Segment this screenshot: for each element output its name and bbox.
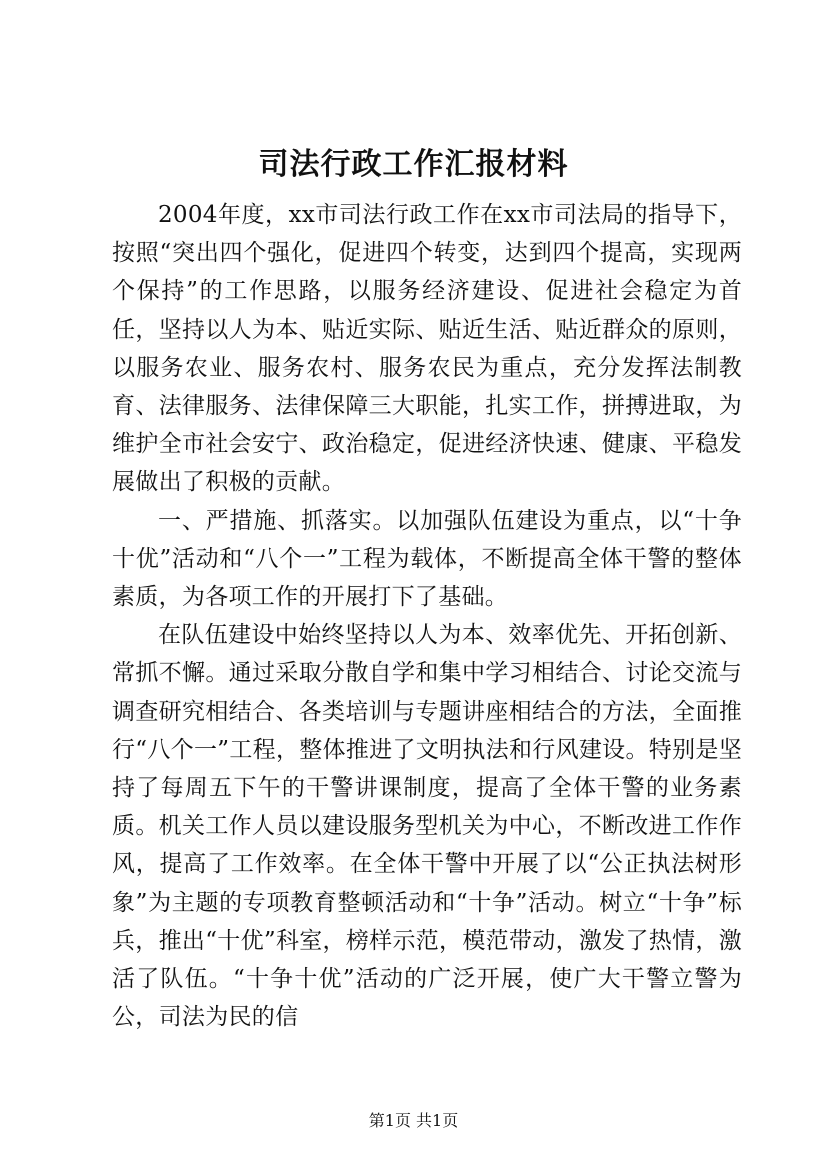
document-body [112, 196, 742, 1036]
paragraph-team-building: 在队伍建设中始终坚持以人为本、效率优先、开拓创新、常抓不懈。通过采取分散自学和集中学习相结合、讨论交流与调查研究相结合、各类培训与专题讲座相结合的方法，全面推行“八个一”工程，整体推进了文明执法和行风建设。特别是坚持了每周五下午的干警讲课制度，提高了全体干警的业务素质。机关工作人员以建设服务型机关为中心，不断改进工作作风，提高了工作效率。在全体干警中开展了以“公正执法树形象”为主题的专项教育整顿活动和“十争”活动。树立“十争”标兵，推出“十优”科室，榜样示范，模范带动，激发了热情，激活了队伍。“十争十优”活动的广泛开展，使广大干警立警为公，司法为民的信 [112, 622, 742, 1031]
document-title: 司法行政工作汇报材料 [258, 147, 569, 182]
paragraph-intro: 2004年度，xx市司法行政工作在xx市司法局的指导下，按照“突出四个强化，促进四个转变，达到四个提高，实现两个保持”的工作思路，以服务经济建设、促进社会稳定为首任，坚持以人为本、贴近实际、贴近生活、贴近群众的原则，以服务农业、服务农村、服务农民为重点，充分发挥法制教育、法律服务、法律保障三大职能，扎实工作，拼搏进取，为维护全市社会安宁、政治稳定，促进经济快速、健康、平稳发展做出了积极的贡献。 [112, 202, 742, 496]
page-footer: 第1页 共1页 [368, 1111, 459, 1130]
paragraph-section-one: 一、严措施、抓落实。以加强队伍建设为重点，以“十争十优”活动和“八个一”工程为载体，不断提高全体干警的整体素质，为各项工作的开展打下了基础。 [112, 507, 742, 611]
